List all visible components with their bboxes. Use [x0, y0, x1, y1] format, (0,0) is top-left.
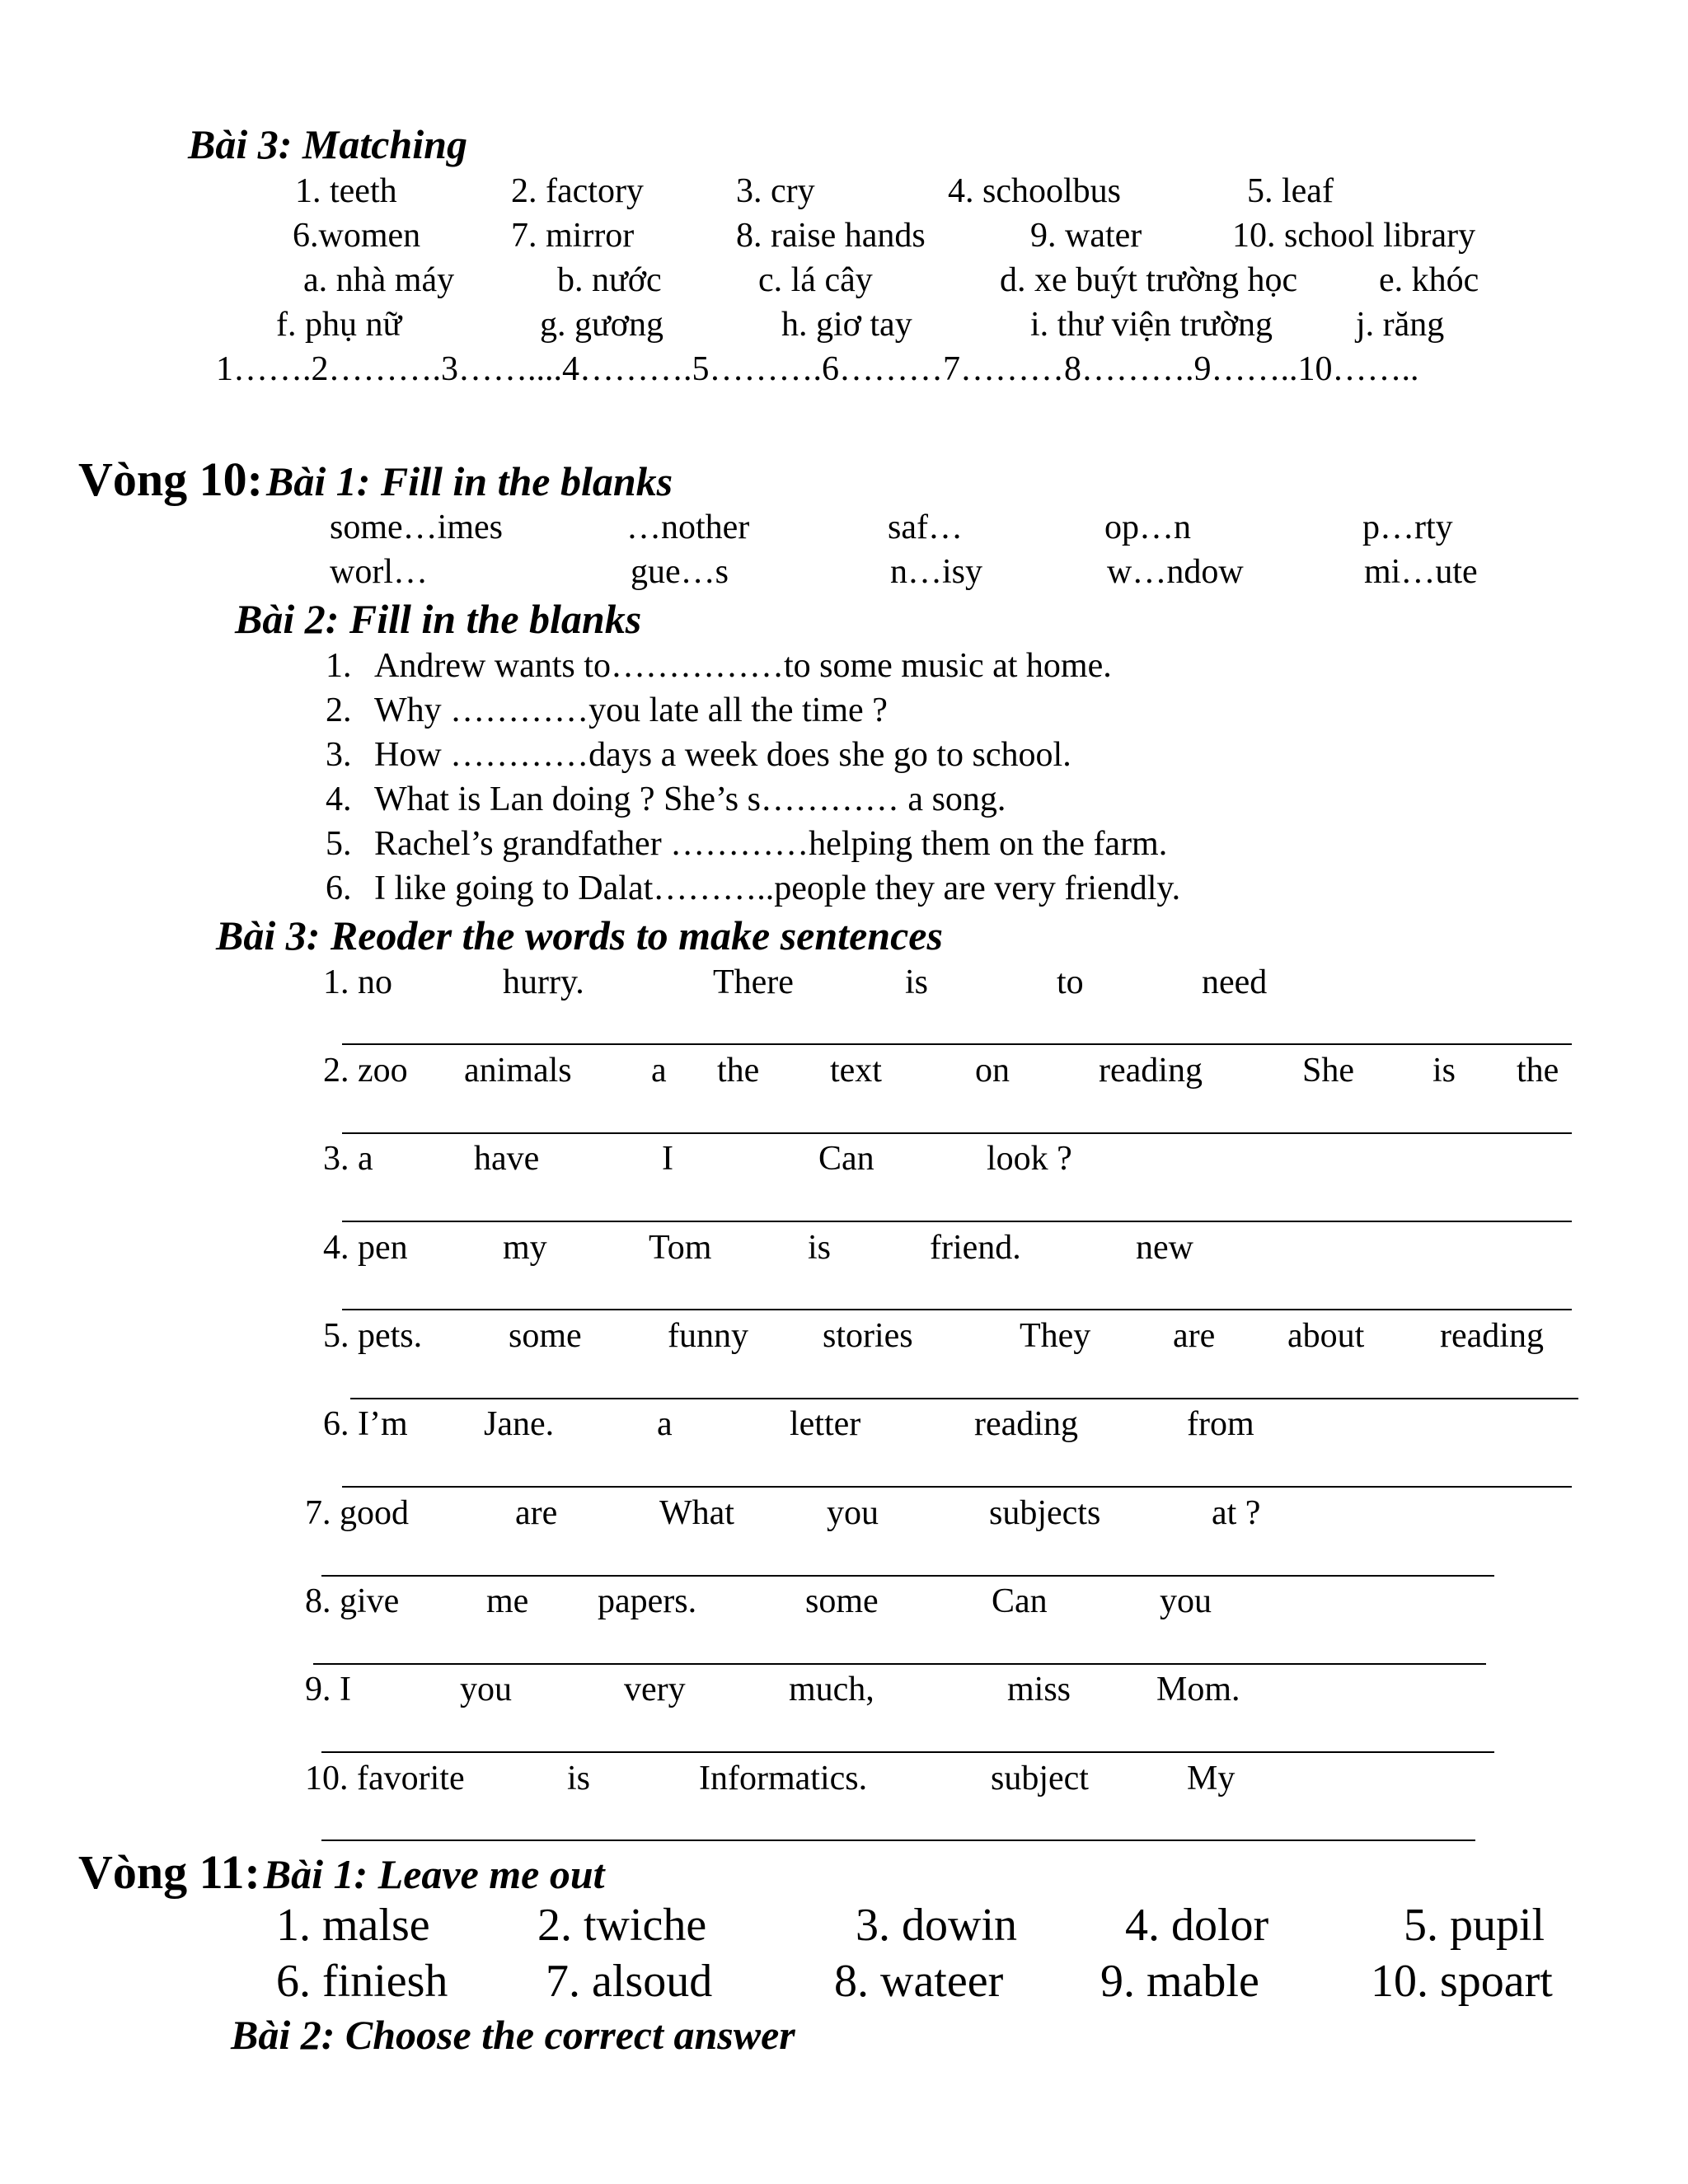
blank-word: mi…ute [1364, 553, 1478, 591]
question-number: 5. [326, 825, 352, 863]
reorder-word: me [486, 1582, 529, 1620]
answer-line [342, 1309, 1572, 1310]
matching-word: 6.women [293, 217, 421, 255]
reorder-word: She [1302, 1052, 1354, 1090]
reorder-word: subject [991, 1760, 1089, 1797]
reorder-word: reading [1099, 1052, 1203, 1090]
reorder-word: 5. pets. [323, 1317, 423, 1355]
matching-word: 4. schoolbus [948, 172, 1121, 210]
matching-word: 1. teeth [295, 172, 397, 210]
fill-sentence: Rachel’s grandfather …………helping them on the farm. [374, 825, 1168, 863]
reorder-word: papers. [598, 1582, 697, 1620]
reorder-word: reading [974, 1405, 1078, 1443]
leave-out-word: 8. wateer [834, 1956, 1004, 2007]
matching-meaning: j. răng [1356, 306, 1445, 344]
reorder-word: are [1173, 1317, 1216, 1355]
reorder-word: a [651, 1052, 667, 1090]
reorder-word: Informatics. [699, 1760, 868, 1797]
leave-out-word: 7. alsoud [546, 1956, 713, 2007]
matching-meaning: i. thư viện trường [1030, 306, 1273, 344]
matching-word: 5. leaf [1247, 172, 1334, 210]
leave-out-word: 2. twiche [537, 1900, 707, 1951]
question-number: 4. [326, 780, 352, 818]
matching-word: 9. water [1030, 217, 1142, 255]
reorder-word: need [1202, 963, 1268, 1001]
vong10-bai3-title: Bài 3: Reoder the words to make sentences [216, 912, 943, 958]
reorder-word: Jane. [484, 1405, 555, 1443]
reorder-word: you [827, 1494, 879, 1532]
vong10-header [78, 452, 673, 507]
leave-out-word: 9. mable [1100, 1956, 1259, 2007]
matching-word: 8. raise hands [736, 217, 926, 255]
blank-word: w…ndow [1107, 553, 1244, 591]
vong10-bai2-title: Bài 2: Fill in the blanks [235, 596, 642, 642]
answer-line [342, 1486, 1572, 1488]
reorder-word: some [805, 1582, 879, 1620]
reorder-word: letter [790, 1405, 861, 1443]
reorder-word: the [1517, 1052, 1559, 1090]
reorder-word: 4. pen [323, 1229, 408, 1267]
blank-word: saf… [888, 509, 963, 546]
reorder-word: I [662, 1140, 673, 1178]
vong10-bai1-title: Bài 1: Fill in the blanks [265, 458, 673, 504]
reorder-word: My [1187, 1760, 1236, 1797]
reorder-word: 8. give [305, 1582, 400, 1620]
reorder-word: look ? [987, 1140, 1072, 1178]
matching-meaning: a. nhà máy [303, 261, 455, 299]
leave-out-word: 6. finiesh [276, 1956, 448, 2007]
reorder-word: 6. I’m [323, 1405, 408, 1443]
reorder-word: you [460, 1671, 512, 1708]
reorder-word: much, [789, 1671, 874, 1708]
matching-title: Bài 3: Matching [188, 121, 467, 167]
reorder-word: some [509, 1317, 582, 1355]
fill-sentence: Why …………you late all the time ? [374, 691, 888, 729]
reorder-word: friend. [930, 1229, 1021, 1267]
question-number: 3. [326, 736, 352, 774]
reorder-word: Mom. [1156, 1671, 1240, 1708]
leave-out-word: 5. pupil [1404, 1900, 1545, 1951]
reorder-word: text [830, 1052, 882, 1090]
reorder-word: very [624, 1671, 686, 1708]
reorder-word: 9. I [305, 1671, 351, 1708]
reorder-word: from [1187, 1405, 1254, 1443]
fill-sentence: What is Lan doing ? She’s s………… a song. [374, 780, 1006, 818]
reorder-word: about [1287, 1317, 1365, 1355]
leave-out-word: 1. malse [276, 1900, 430, 1951]
reorder-word: to [1057, 963, 1084, 1001]
reorder-word: are [515, 1494, 558, 1532]
reorder-word: Can [992, 1582, 1048, 1620]
answer-line [321, 1575, 1494, 1577]
vong11-bai2-title: Bài 2: Choose the correct answer [231, 2012, 795, 2058]
question-number: 1. [326, 647, 352, 685]
reorder-word: you [1160, 1582, 1212, 1620]
reorder-word: is [905, 963, 929, 1001]
vong11-bai1-title: Bài 1: Leave me out [263, 1851, 605, 1897]
reorder-word: is [1432, 1052, 1456, 1090]
answer-line [321, 1840, 1475, 1841]
reorder-word: at ? [1212, 1494, 1261, 1532]
matching-word: 2. factory [511, 172, 644, 210]
reorder-word: reading [1440, 1317, 1544, 1355]
reorder-word: new [1136, 1229, 1193, 1267]
blank-word: gue…s [631, 553, 729, 591]
reorder-word: 1. no [323, 963, 392, 1001]
reorder-word: funny [668, 1317, 748, 1355]
reorder-word: 10. favorite [305, 1760, 465, 1797]
matching-meaning: f. phụ nữ [276, 306, 402, 344]
reorder-word: my [503, 1229, 547, 1267]
reorder-word: subjects [989, 1494, 1101, 1532]
blank-word: n…isy [890, 553, 983, 591]
matching-word: 7. mirror [511, 217, 635, 255]
reorder-word: Can [818, 1140, 874, 1178]
fill-sentence: How …………days a week does she go to school. [374, 736, 1071, 774]
answer-line [350, 1398, 1578, 1399]
matching-word: 3. cry [736, 172, 815, 210]
fill-sentence: I like going to Dalat………..people they are very friendly. [374, 869, 1181, 907]
reorder-word: What [659, 1494, 734, 1532]
reorder-word: There [713, 963, 794, 1001]
answer-line [342, 1132, 1572, 1134]
reorder-word: is [567, 1760, 591, 1797]
question-number: 2. [326, 691, 352, 729]
matching-meaning: c. lá cây [758, 261, 873, 299]
matching-meaning: e. khóc [1379, 261, 1479, 299]
answer-line [342, 1221, 1572, 1222]
blank-word: some…imes [330, 509, 503, 546]
question-number: 6. [326, 869, 352, 907]
reorder-word: 2. zoo [323, 1052, 408, 1090]
reorder-word: animals [464, 1052, 572, 1090]
reorder-word: a [657, 1405, 673, 1443]
reorder-word: Tom [649, 1229, 712, 1267]
reorder-word: on [975, 1052, 1010, 1090]
vong10-label: Vòng 10: [78, 452, 263, 506]
blank-word: …nother [626, 509, 750, 546]
reorder-word: miss [1007, 1671, 1071, 1708]
leave-out-word: 3. dowin [856, 1900, 1017, 1951]
reorder-word: 7. good [305, 1494, 409, 1532]
answer-line [321, 1751, 1494, 1753]
blank-word: op…n [1104, 509, 1191, 546]
answer-line [313, 1663, 1486, 1665]
reorder-word: is [808, 1229, 832, 1267]
reorder-word: hurry. [503, 963, 584, 1001]
reorder-word: 3. a [323, 1140, 373, 1178]
leave-out-word: 4. dolor [1125, 1900, 1269, 1951]
reorder-word: stories [823, 1317, 913, 1355]
vong11-header [78, 1844, 605, 1900]
blank-word: p…rty [1362, 509, 1453, 546]
answer-line [342, 1043, 1572, 1045]
blank-word: worl… [330, 553, 428, 591]
matching-answer-line: 1…….2……….3……....4……….5……….6………7………8……….9……..10…….. [216, 350, 1419, 388]
reorder-word: have [474, 1140, 540, 1178]
matching-word: 10. school library [1232, 217, 1476, 255]
matching-meaning: d. xe buýt trường học [1000, 261, 1298, 299]
leave-out-word: 10. spoart [1371, 1956, 1553, 2007]
reorder-word: They [1020, 1317, 1091, 1355]
matching-meaning: g. gương [540, 306, 663, 344]
matching-meaning: h. giơ tay [781, 306, 912, 344]
vong11-label: Vòng 11: [78, 1845, 260, 1899]
reorder-word: the [717, 1052, 760, 1090]
matching-meaning: b. nước [557, 261, 662, 299]
fill-sentence: Andrew wants to……………to some music at home. [374, 647, 1112, 685]
